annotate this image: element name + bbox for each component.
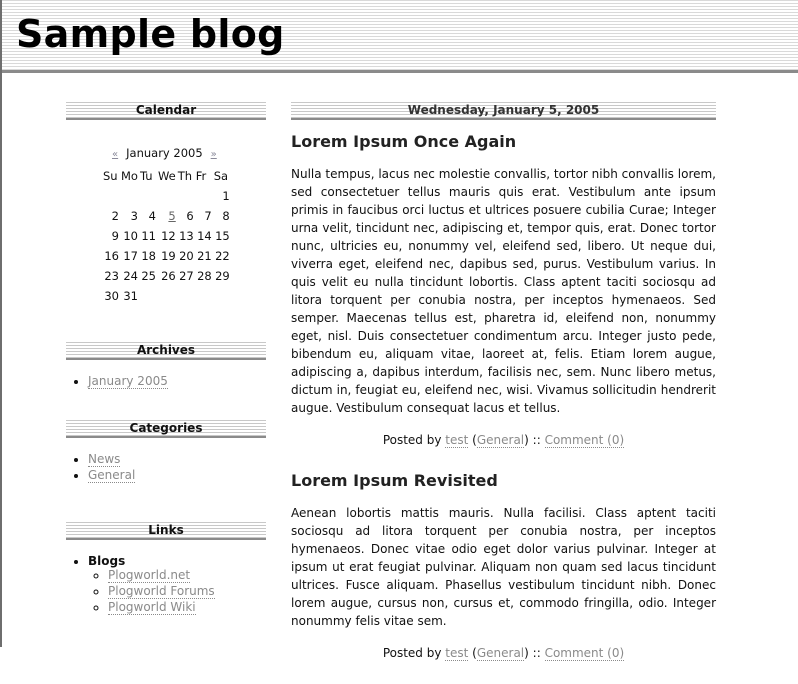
calendar-month: January 2005 [126,146,203,160]
calendar-day [157,286,177,306]
calendar-week-row [102,266,231,286]
calendar-day: 7 [204,209,212,223]
calendar-day: 23 [104,269,119,283]
links-group-blogs: Blogs [88,554,126,568]
calendar-day: 14 [197,229,212,243]
meta-separator: :: [532,433,541,447]
calendar-day: 20 [179,249,194,263]
calendar-weekday: Fr [195,169,207,183]
calendar-day: 1 [222,189,230,203]
calendar-day [139,186,157,206]
list-item [88,374,266,388]
post-meta [291,433,716,447]
calendar-day: 15 [215,229,230,243]
list-item [88,452,266,466]
calendar-weekday-row [102,166,231,186]
calendar-day [195,286,213,306]
calendar-caption [102,146,231,166]
post-date-header: Wednesday, January 5, 2005 [291,102,716,120]
calendar-day: 27 [179,269,194,283]
list-item [88,554,266,614]
links-list [66,554,266,614]
blog-header [2,0,798,73]
list-item [108,568,266,582]
post-body: Aenean lobortis mattis mauris. Nulla facilisi. Class aptent taciti sociosqu ad litora torquent per conubia nostra, per inceptos hymenaeos. Donec vitae odio eget dolor varius pulvinar. Integer at ipsum ut erat feugiat pulvinar. Aliquam non quam sed lacus tincidunt ultrices. Fusce aliquam. Phasellus vestibulum tincidunt nibh. Donec lorem augue, cursus non, cursus et, commodo fringilla, odio. Integer nonummy felis vitae sem. [291,506,716,628]
calendar-day: 24 [123,269,138,283]
archives-title [66,342,266,360]
categories-title-text: Categories [129,421,203,435]
archive-link-january-2005[interactable]: January 2005 [88,374,168,388]
blog-title[interactable]: Sample blog [16,12,285,56]
list-item [108,584,266,598]
calendar-days [102,186,231,306]
blogs-sublist [88,568,266,614]
calendar-day [157,186,177,206]
calendar-weekday: Sa [213,169,229,183]
calendar-day: 26 [161,269,176,283]
post-author-link[interactable]: test [445,646,469,660]
calendar-weekday: Mo [121,169,138,183]
calendar-week-row [102,186,231,206]
calendar-day [213,286,231,306]
calendar-table [102,146,231,306]
calendar-day-link[interactable]: 5 [168,209,176,223]
calendar-day: 11 [141,229,156,243]
calendar-day: 18 [141,249,156,263]
post-comments-link[interactable]: Comment (0) [544,646,625,660]
list-item [88,468,266,482]
category-link-news[interactable]: News [88,452,121,466]
calendar-day: 22 [215,249,230,263]
calendar-day: 25 [141,269,156,283]
calendar-day: 9 [111,229,119,243]
archives-title-text: Archives [136,343,196,357]
post-1 [291,132,716,447]
categories-list [66,452,266,482]
calendar-day: 21 [197,249,212,263]
calendar-day: 19 [161,249,176,263]
post-2 [291,471,716,660]
calendar-day: 29 [215,269,230,283]
calendar-week-row [102,246,231,266]
window-left-edge [0,0,2,647]
calendar-day: 31 [123,289,138,303]
link-plogworld-wiki[interactable]: Plogworld Wiki [108,600,196,614]
calendar-day: 2 [111,209,119,223]
calendar-day [177,186,195,206]
links-title-text: Links [148,523,184,537]
calendar-day [177,286,195,306]
calendar-day [195,186,213,206]
calendar-week-row [102,206,231,226]
calendar-day [139,286,157,306]
calendar-day: 10 [123,229,138,243]
link-plogworld-forums[interactable]: Plogworld Forums [108,584,215,598]
post-meta [291,646,716,660]
posted-by-label: Posted by [382,646,442,660]
archives-list [66,374,266,388]
calendar-weekday: Tu [139,169,153,183]
post-title: Lorem Ipsum Once Again [291,132,517,151]
calendar-day: 6 [186,209,194,223]
calendar-weekday: Su [103,169,118,183]
meta-separator: :: [532,646,541,660]
calendar-day [157,206,177,226]
calendar-day: 30 [104,289,119,303]
paren-close: ) [524,646,529,660]
sidebar [66,102,266,616]
paren-close: ) [524,433,529,447]
calendar-title-text: Calendar [135,103,197,117]
calendar-day: 16 [104,249,119,263]
list-item [108,600,266,614]
calendar-day: 12 [161,229,176,243]
link-plogworld-net[interactable]: Plogworld.net [108,568,191,582]
post-author-link[interactable]: test [445,433,469,447]
calendar-day [102,186,120,206]
links-title [66,522,266,540]
calendar-day: 13 [179,229,194,243]
calendar-week-row [102,286,231,306]
calendar-prev-link[interactable]: « [112,149,119,160]
posted-by-label: Posted by [382,433,442,447]
calendar-week-row [102,226,231,246]
paren-open: ( [472,433,477,447]
calendar-next-link[interactable]: » [210,149,217,160]
calendar-weekday: We [157,169,176,183]
calendar-weekday: Th [177,169,193,183]
post-category-link[interactable]: General [476,433,525,447]
post-title: Lorem Ipsum Revisited [291,471,498,490]
paren-open: ( [472,646,477,660]
calendar-day [120,186,139,206]
calendar-day: 3 [130,209,138,223]
calendar-day: 8 [222,209,230,223]
post-body: Nulla tempus, lacus nec molestie convallis, tortor nibh convallis lorem, sed consectetuer tellus mauris quis erat. Vestibulum ante ipsum primis in faucibus orci luctus et ultrices posuere cubilia Curae; Integer urna velit, tincidunt nec, adipiscing et, tempor quis, erat. Donec tortor nunc, ultricies eu, nonummy vel, eleifend sed, libero. Ut neque dui, viverra eget, eleifend nec, dapibus sed, purus. Vestibulum varius. In quis velit eu nulla tincidunt lobortis. Class aptent taciti sociosqu ad litora torquent per conubia nostra, per inceptos hymenaeos. Sed semper. Maecenas tellus est, pharetra id, eleifend non, nonummy eget, nisl. Duis consectetuer condimentum arcu. Integer justo pede, bibendum eu, aliquam vitae, laoreet at, felis. Etiam lorem augue, adipiscing a, dapibus interdum, facilisis nec, sem. Nunc libero metus, dictum in, feugiat eu, eleifend nec, wisi. Vivamus sollicitudin hendrerit augue. Vestibulum consequat lacus et tellus. [291,167,716,415]
post-comments-link[interactable]: Comment (0) [544,433,625,447]
main-content [291,102,716,684]
calendar-title [66,102,266,120]
calendar-day: 4 [148,209,156,223]
calendar-day: 17 [123,249,138,263]
post-category-link[interactable]: General [476,646,525,660]
category-link-general[interactable]: General [88,468,136,482]
calendar-day: 28 [197,269,212,283]
categories-title [66,420,266,438]
